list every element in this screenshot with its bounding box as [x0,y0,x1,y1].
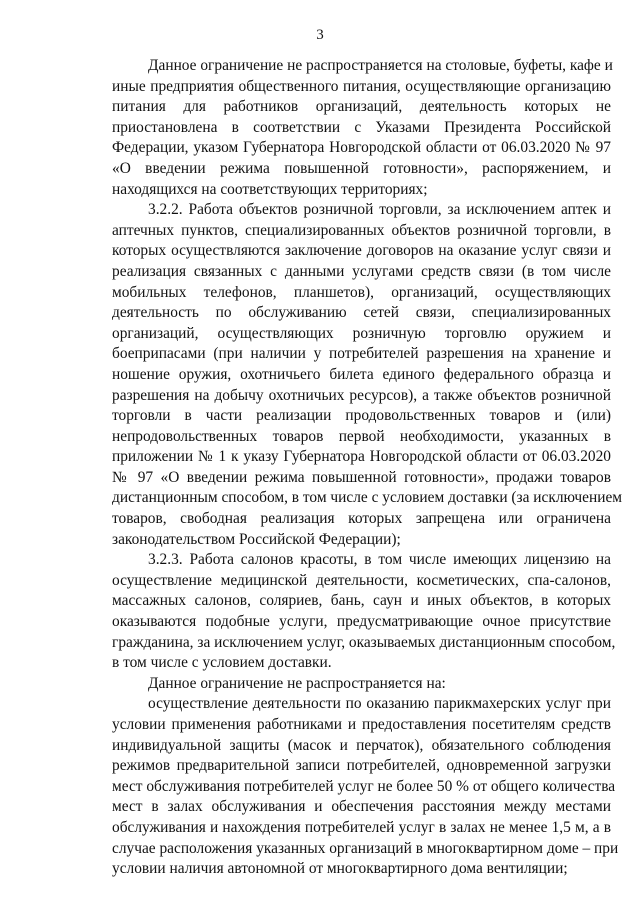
text-line: мест в залах обслуживания и обеспечения расстояния между местами [112,798,611,816]
text-line: «О введении режима повышенной готовности», распоряжением, и [112,159,611,177]
page-number: 3 [316,27,324,43]
text-line: условии наличия автономной от многоквартирного дома вентиляции; [112,860,568,878]
text-line: аптечных пунктов, специализированных объектов розничной торговли, в [112,221,611,239]
text-line: которых осуществляются заключение договоров на оказание услуг связи и [112,242,611,260]
text-line: организаций, осуществляющих розничную торговлю оружием и [112,324,611,342]
text-line: товаров, свободная реализация которых запрещена или ограничена [112,510,611,528]
text-line: 3.2.3. Работа салонов красоты, в том числе имеющих лицензию на [148,551,611,569]
text-line: приостановлена в соответствии с Указами Президента Российской [112,118,611,136]
text-line: иные предприятия общественного питания, осуществляющие организацию [112,77,611,95]
text-line: гражданина, за исключением услуг, оказываемых дистанционным способом, [112,633,616,651]
text-line: ношение оружия, охотничьего билета единого федерального образца и [112,365,611,383]
text-line: питания для работников организаций, деятельность которых не [112,98,611,116]
text-line: реализация связанных с данными услугами средств связи (в том числе [112,262,611,280]
text-line: случае расположения указанных организаций в многоквартирном доме – при [112,839,619,857]
text-line: № 97 «О введении режима повышенной готовности», продажи товаров [112,468,611,486]
document-body [112,56,623,880]
text-line: 3.2.2. Работа объектов розничной торговли, за исключением аптек и [148,201,611,219]
text-line: приложении № 1 к указу Губернатора Новгородской области от 06.03.2020 [112,448,611,466]
text-line: торговли в части реализации продовольственных товаров и (или) [112,407,611,425]
text-line: осуществление медицинской деятельности, косметических, спа-салонов, [112,571,611,589]
text-line: индивидуальной защиты (масок и перчаток), обязательного соблюдения [112,736,611,754]
text-line: мобильных телефонов, планшетов), организаций, осуществляющих [112,283,611,301]
text-line: Федерации, указом Губернатора Новгородской области от 06.03.2020 № 97 [112,139,611,157]
text-line: в том числе с условием доставки. [112,654,332,672]
text-line: обслуживания и нахождения потребителей услуг в залах не менее 1,5 м, а в [112,818,611,836]
text-line: находящихся на соответствующих территориях; [112,180,428,198]
text-line: непродовольственных товаров первой необходимости, указанных в [112,427,611,445]
text-line: законодательством Российской Федерации); [112,530,401,548]
text-line: Данное ограничение не распространяется на столовые, буфеты, кафе и [148,57,613,74]
text-line: мест обслуживания потребителей услуг не более 50 % от общего количества [112,777,616,795]
text-line: дистанционным способом, в том числе с условием доставки (за исключением [112,489,623,507]
text-line: осуществление деятельности по оказанию парикмахерских услуг при [148,695,611,713]
text-line: массажных салонов, соляриев, бань, саун и иных объектов, в которых [112,592,611,610]
text-line: разрешения на добычу охотничьих ресурсов), а также объектов розничной [112,386,611,404]
text-line: оказываются подобные услуги, предусматривающие очное присутствие [112,613,611,631]
text-line: режимов предварительной записи потребителей, одновременной загрузки [112,757,611,775]
text-line: Данное ограничение не распространяется на: [148,674,446,692]
text-line: боеприпасами (при наличии у потребителей разрешения на хранение и [112,345,611,363]
text-line: условии применения работниками и предоставления посетителям средств [112,716,611,733]
text-line: деятельность по обслуживанию сетей связи, специализированных [112,304,611,322]
